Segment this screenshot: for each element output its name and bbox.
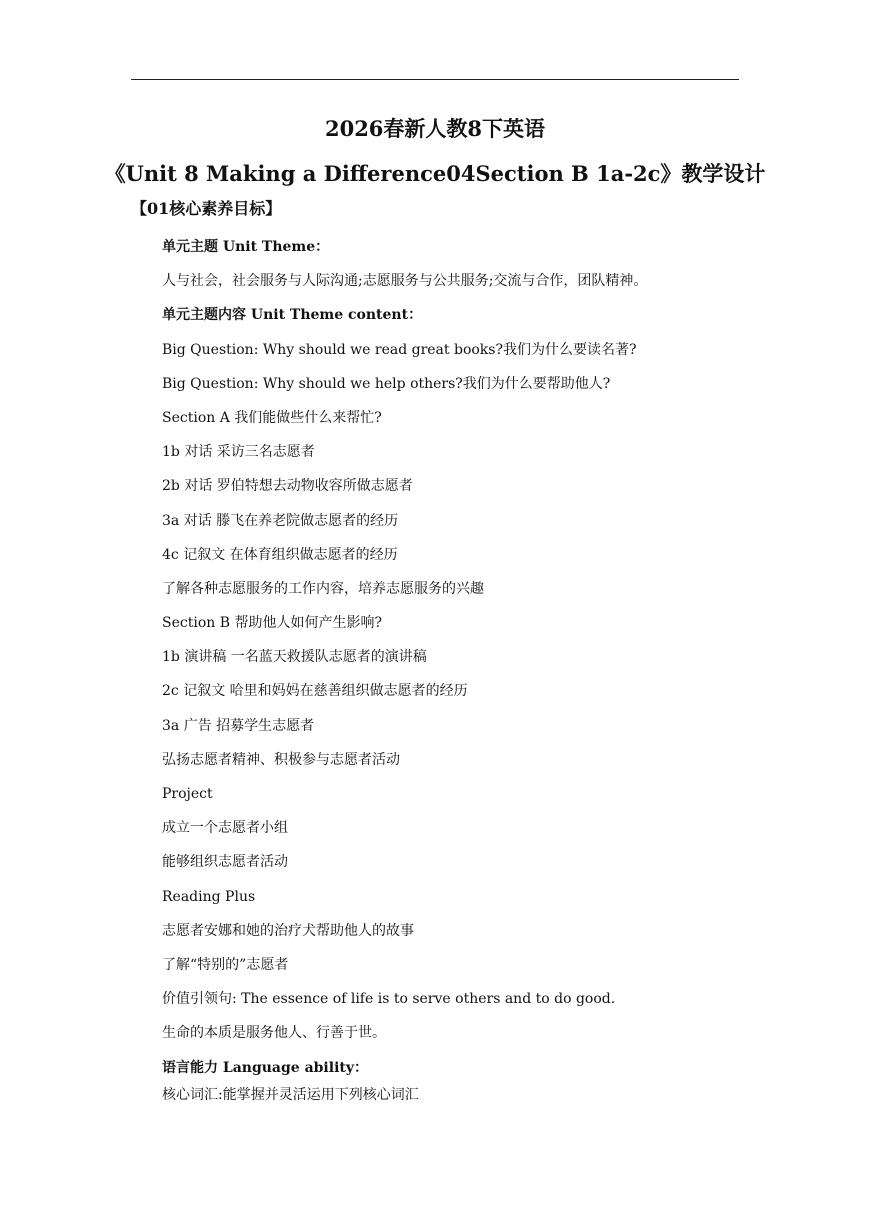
body-line: 2c 记叙文 哈里和妈妈在慈善组织做志愿者的经历	[162, 683, 468, 700]
body-line: 生命的本质是服务他人、行善于世。	[162, 1025, 386, 1042]
body-line: 人与社会，社会服务与人际沟通;志愿服务与公共服务;交流与合作，团队精神。	[162, 273, 648, 290]
body-line: 能够组织志愿者活动	[162, 854, 288, 871]
body-line: 1b 演讲稿 一名蓝天救援队志愿者的演讲稿	[162, 649, 427, 666]
language-ability-heading: 语言能力 Language ability：	[162, 1059, 368, 1076]
body-line: 成立一个志愿者小组	[162, 820, 288, 837]
body-line: Project	[162, 786, 213, 802]
header-rule	[131, 79, 739, 80]
body-line: 核心词汇:能掌握并灵活运用下列核心词汇	[162, 1086, 419, 1103]
body-line: 了解各种志愿服务的工作内容，培养志愿服务的兴趣	[162, 580, 484, 597]
unit-theme-heading: 单元主题 Unit Theme：	[162, 239, 330, 255]
body-line: 3a 对话 滕飞在养老院做志愿者的经历	[162, 512, 399, 529]
body-line: 价值引领句: The essence of life is to serve others and to do good.	[162, 991, 616, 1008]
unit-theme-content-heading: 单元主题内容 Unit Theme content：	[162, 307, 423, 324]
body-line: 志愿者安娜和她的治疗犬帮助他人的故事	[162, 922, 414, 939]
body-line: Big Question: Why should we help others?我们为什么要帮助他人?	[162, 375, 611, 392]
document-subtitle: 《Unit 8 Making a Difference04Section B 1a-2c》教学设计	[104, 161, 766, 186]
body-line: 4c 记叙文 在体育组织做志愿者的经历	[162, 546, 398, 563]
body-line: Section B 帮助他人如何产生影响?	[162, 615, 382, 632]
body-line: Big Question: Why should we read great books?我们为什么要读名著?	[162, 341, 637, 358]
body-line: 了解“特别的”志愿者	[162, 956, 289, 973]
body-line: Section A 我们能做些什么来帮忙?	[162, 409, 382, 426]
body-line: 1b 对话 采访三名志愿者	[162, 444, 315, 461]
document-title: 2026春新人教8下英语	[324, 116, 546, 141]
body-line: 3a 广告 招募学生志愿者	[162, 717, 315, 734]
body-line: 弘扬志愿者精神、积极参与志愿者活动	[162, 751, 400, 768]
section-heading: 【01核心素养目标】	[131, 199, 282, 218]
body-line: Reading Plus	[162, 888, 256, 905]
body-lines	[162, 234, 762, 1116]
body-line: 2b 对话 罗伯特想去动物收容所做志愿者	[162, 478, 413, 495]
